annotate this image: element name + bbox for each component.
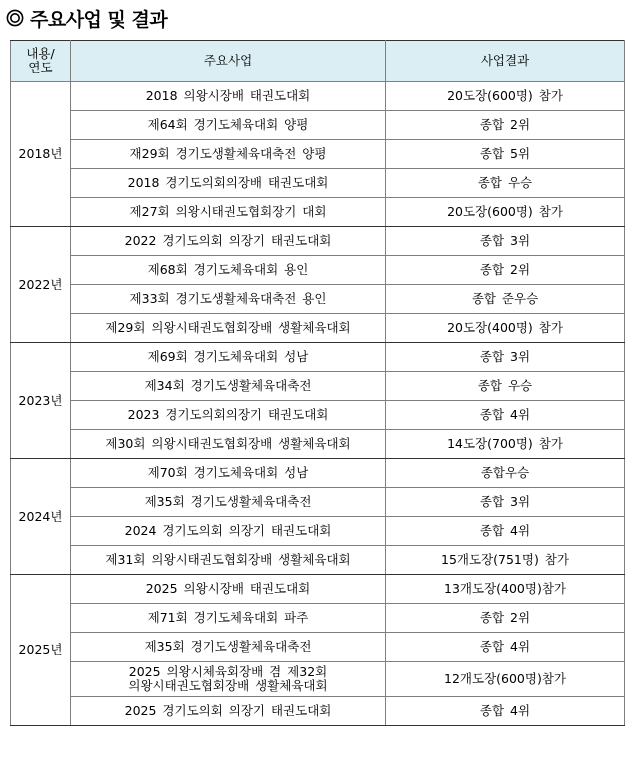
- table-row: [11, 401, 625, 430]
- header-year-line1: 내용/: [26, 46, 55, 61]
- table-row: [11, 697, 625, 726]
- event-cell: 제71회 경기도체육대회 파주: [71, 604, 386, 633]
- event-cell: 2024 경기도의회 의장기 태권도대회: [71, 517, 386, 546]
- year-cell: 2018년: [11, 82, 71, 227]
- table-row: [11, 227, 625, 256]
- result-cell: 종합 2위: [386, 604, 625, 633]
- result-cell: 종합우승: [386, 459, 625, 488]
- event-cell: [71, 662, 386, 697]
- double-circle-icon: [6, 9, 24, 27]
- year-cell: 2022년: [11, 227, 71, 343]
- result-cell: 20도장(600명) 참가: [386, 198, 625, 227]
- event-cell-line1: 2025 의왕시체육회장배 겸 제32회: [128, 664, 328, 679]
- event-cell-line2: 의왕시태권도협회장배 생활체육대회: [128, 678, 328, 693]
- table-row: [11, 459, 625, 488]
- event-cell: 2023 경기도의회의장기 태권도대회: [71, 401, 386, 430]
- table-row: [11, 82, 625, 111]
- year-cell: 2023년: [11, 343, 71, 459]
- table-row: [11, 111, 625, 140]
- event-cell: 제29회 의왕시태권도협회장배 생활체육대회: [71, 314, 386, 343]
- result-cell: 종합 3위: [386, 227, 625, 256]
- event-cell: 제30회 의왕시태권도협회장배 생활체육대회: [71, 430, 386, 459]
- event-cell: 제69회 경기도체육대회 성남: [71, 343, 386, 372]
- table-row: [11, 140, 625, 169]
- result-cell: 종합 4위: [386, 517, 625, 546]
- header-result: 사업결과: [386, 41, 625, 82]
- table-row: [11, 575, 625, 604]
- result-cell: 20도장(400명) 참가: [386, 314, 625, 343]
- result-cell: 종합 2위: [386, 256, 625, 285]
- event-cell: 2018 의왕시장배 태권도대회: [71, 82, 386, 111]
- result-cell: 종합 3위: [386, 343, 625, 372]
- page-title-text: 주요사업 및 결과: [30, 8, 168, 31]
- result-cell: 종합 5위: [386, 140, 625, 169]
- page-title: [6, 4, 167, 32]
- result-cell: 20도장(600명) 참가: [386, 82, 625, 111]
- table-row: [11, 488, 625, 517]
- header-year: [11, 41, 71, 82]
- result-cell: 종합 4위: [386, 633, 625, 662]
- event-cell: 제68회 경기도체육대회 용인: [71, 256, 386, 285]
- table-header-row: [11, 41, 625, 82]
- event-cell: 제35회 경기도생활체육대축전: [71, 633, 386, 662]
- year-cell: 2025년: [11, 575, 71, 726]
- table-row: [11, 517, 625, 546]
- results-table: [10, 40, 625, 726]
- result-cell: 종합 2위: [386, 111, 625, 140]
- header-year-line2: 연도: [28, 60, 53, 75]
- result-cell: 종합 4위: [386, 697, 625, 726]
- event-cell: 2018 경기도의회의장배 태권도대회: [71, 169, 386, 198]
- table-row: [11, 372, 625, 401]
- table-row: [11, 633, 625, 662]
- event-cell: 제33회 경기도생활체육대축전 용인: [71, 285, 386, 314]
- result-cell: 종합 우승: [386, 372, 625, 401]
- year-cell: 2024년: [11, 459, 71, 575]
- event-cell: 제34회 경기도생활체육대축전: [71, 372, 386, 401]
- event-cell: 제35회 경기도생활체육대축전: [71, 488, 386, 517]
- result-cell: 12개도장(600명)참가: [386, 662, 625, 697]
- result-cell: 14도장(700명) 참가: [386, 430, 625, 459]
- result-cell: 13개도장(400명)참가: [386, 575, 625, 604]
- result-cell: 종합 4위: [386, 401, 625, 430]
- table-row: [11, 314, 625, 343]
- table-row: [11, 198, 625, 227]
- table-row: [11, 662, 625, 697]
- event-cell: 2025 의왕시장배 태권도대회: [71, 575, 386, 604]
- table-row: [11, 604, 625, 633]
- event-cell: 제64회 경기도체육대회 양평: [71, 111, 386, 140]
- table-row: [11, 256, 625, 285]
- result-cell: 종합 3위: [386, 488, 625, 517]
- event-cell: 재29회 경기도생활체육대축전 양평: [71, 140, 386, 169]
- result-cell: 종합 우승: [386, 169, 625, 198]
- result-cell: 종합 준우승: [386, 285, 625, 314]
- table-row: [11, 343, 625, 372]
- table-row: [11, 430, 625, 459]
- table-row: [11, 169, 625, 198]
- event-cell: 2025 경기도의회 의장기 태권도대회: [71, 697, 386, 726]
- table-row: [11, 285, 625, 314]
- header-event: 주요사업: [71, 41, 386, 82]
- event-cell: 제31회 의왕시태권도협회장배 생활체육대회: [71, 546, 386, 575]
- event-cell: 제27회 의왕시태권도협회장기 대회: [71, 198, 386, 227]
- table-row: [11, 546, 625, 575]
- result-cell: 15개도장(751명) 참가: [386, 546, 625, 575]
- event-cell: 2022 경기도의회 의장기 태권도대회: [71, 227, 386, 256]
- event-cell: 제70회 경기도체육대회 성남: [71, 459, 386, 488]
